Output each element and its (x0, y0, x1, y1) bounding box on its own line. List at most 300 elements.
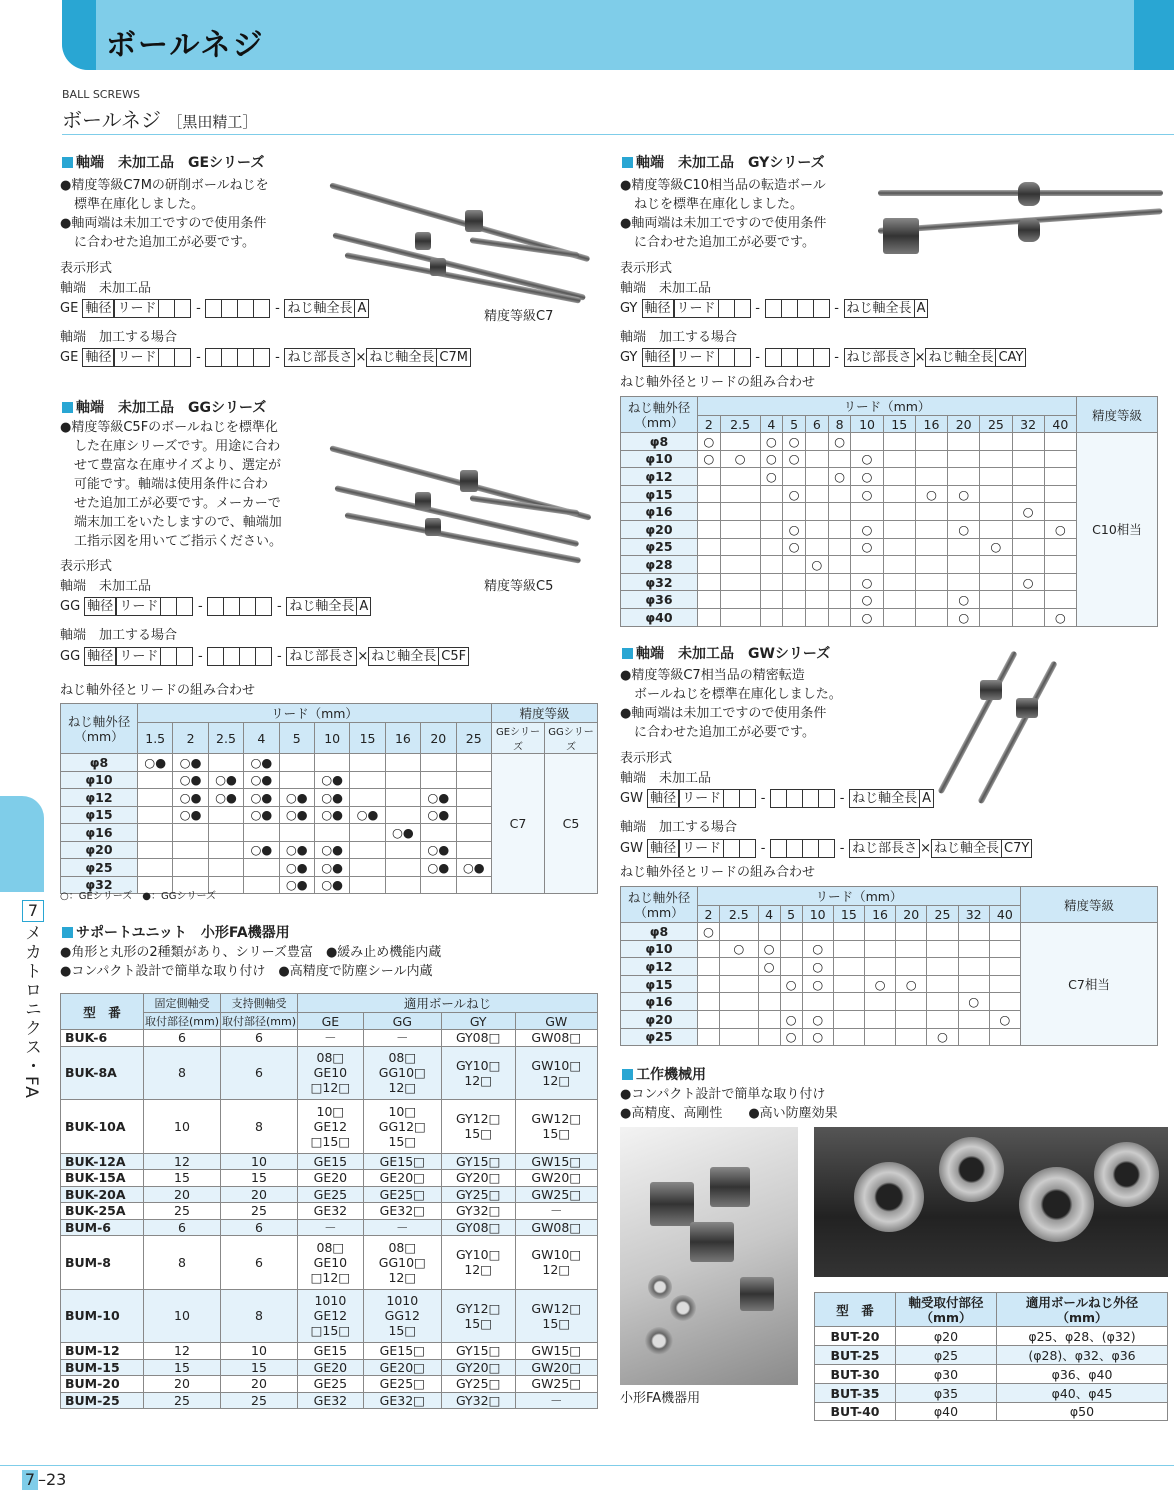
table-cell: φ40、φ45 (997, 1384, 1168, 1403)
table-cell: ○● (244, 841, 279, 859)
table-cell: ○ (783, 433, 806, 451)
table-cell (760, 608, 783, 626)
table-cell (350, 789, 385, 807)
table-cell (883, 485, 915, 503)
table-cell: φ25、φ28、(φ32) (997, 1327, 1168, 1346)
table-cell: 1010 GG12 15□ (363, 1289, 441, 1343)
table-cell (833, 958, 864, 976)
table-cell (758, 1028, 780, 1046)
table-row (61, 1203, 598, 1220)
table-cell (828, 573, 851, 591)
table-cell: ○ (783, 450, 806, 468)
table-cell: 10 (221, 1343, 298, 1360)
table-cell (915, 608, 947, 626)
chapter-tab (0, 796, 44, 892)
machine-desc: ●コンパクト設計で簡単な取り付け ●高精度、高剛性 ●高い防塵効果 (620, 1087, 838, 1121)
chapter-label: メカトロニクス・FA (21, 924, 41, 1100)
table-cell: GW25□ (515, 1376, 597, 1393)
dia-cell: φ8 (61, 754, 138, 772)
table-cell: GY12□ 15□ (441, 1100, 515, 1154)
table-cell (927, 923, 958, 941)
table-cell (833, 993, 864, 1011)
table-cell: 8 (144, 1236, 221, 1290)
table-cell: ○ (851, 520, 883, 538)
table-cell (927, 993, 958, 1011)
table-cell (456, 806, 491, 824)
table-cell (698, 573, 721, 591)
model-cell: BUT-35 (815, 1384, 896, 1403)
table-cell: ○ (896, 975, 927, 993)
model-cell: BUT-20 (815, 1327, 896, 1346)
support-title: サポートユニット 小形FA機器用 (62, 922, 290, 942)
table-cell: GW08□ (515, 1030, 597, 1047)
table-cell (720, 503, 760, 521)
th-grade: 精度等級 (1021, 887, 1158, 923)
table-cell: GW20□ (515, 1359, 597, 1376)
model-cell: BUT-30 (815, 1365, 896, 1384)
table-cell (883, 520, 915, 538)
table-cell: GE32□ (363, 1203, 441, 1220)
table-cell: ○ (780, 1028, 802, 1046)
model-cell: BUK-6 (61, 1030, 144, 1047)
table-cell: ○ (802, 1028, 833, 1046)
model-cell: BUK-10A (61, 1100, 144, 1154)
table-cell (720, 591, 760, 609)
table-cell (385, 789, 420, 807)
lead-header: 15 (883, 416, 915, 433)
table-cell (1044, 556, 1076, 574)
table-cell (456, 824, 491, 842)
table-cell (456, 771, 491, 789)
dia-cell: φ20 (61, 841, 138, 859)
gw-machined-label: 軸端 加工する場合 (620, 820, 738, 835)
table-cell (783, 573, 806, 591)
series-header-ge: GEシリーズ (492, 723, 545, 754)
table-row (61, 1236, 598, 1290)
gw-format-machined: GW 軸径 リード - - ねじ部長さ × ねじ軸全長 C7Y (620, 839, 1032, 858)
table-cell (958, 1010, 989, 1028)
lead-header: 6 (805, 416, 828, 433)
gy-format-unmachined: GY 軸径 リード - - ねじ軸全長 A (620, 299, 928, 318)
gg-fmt-label: 表示形式 (60, 559, 113, 574)
th-model: 型 番 (815, 1293, 896, 1327)
table-cell: ○● (314, 841, 349, 859)
table-cell: ○ (828, 433, 851, 451)
model-cell: BUM-10 (61, 1289, 144, 1343)
table-cell (980, 520, 1012, 538)
table-cell (760, 520, 783, 538)
table-cell (883, 450, 915, 468)
table-cell (828, 520, 851, 538)
table-cell (421, 876, 456, 894)
table-cell: ○ (980, 538, 1012, 556)
model-cell: BUM-12 (61, 1343, 144, 1360)
dia-cell: φ20 (621, 1010, 698, 1028)
table-cell (138, 859, 173, 877)
table-cell: 8 (221, 1100, 298, 1154)
table-cell: ○ (948, 591, 980, 609)
table-cell (720, 993, 759, 1011)
table-cell (385, 754, 420, 772)
table-cell (989, 940, 1020, 958)
machine-support-table (814, 1292, 1168, 1421)
gg-format-machined: GG 軸径 リード - - ねじ部長さ × ねじ軸全長 C5F (60, 647, 469, 666)
dia-cell: φ8 (621, 433, 698, 451)
header-accent-right (1134, 0, 1174, 70)
fa-support-photo (620, 1127, 798, 1385)
table-cell (915, 433, 947, 451)
gw-title: 軸端 未加工品 GWシリーズ (622, 643, 830, 663)
table-cell (698, 975, 720, 993)
table-cell: GY32□ (441, 1392, 515, 1409)
table-cell: GE25□ (363, 1376, 441, 1393)
table-cell (208, 859, 243, 877)
table-cell (720, 556, 760, 574)
table-cell (1012, 520, 1044, 538)
table-cell (948, 468, 980, 486)
table-cell: 25 (144, 1203, 221, 1220)
th-grade: 精度等級 (1077, 397, 1158, 433)
table-cell (698, 485, 721, 503)
table-cell: GW15□ (515, 1343, 597, 1360)
table-cell: ○● (173, 789, 208, 807)
th-lead: リード（mm） (698, 397, 1077, 416)
table-cell (783, 468, 806, 486)
table-cell: ○ (828, 468, 851, 486)
table-cell (350, 771, 385, 789)
table-cell: ○ (720, 940, 759, 958)
lead-header: 4 (758, 906, 780, 923)
model-cell: BUK-25A (61, 1203, 144, 1220)
table-cell: ○ (1012, 503, 1044, 521)
table-cell: ○ (758, 958, 780, 976)
gg-format-unmachined: GG 軸径 リード - - ねじ軸全長 A (60, 597, 371, 616)
table-cell (760, 556, 783, 574)
table-cell (720, 538, 760, 556)
table-cell (948, 450, 980, 468)
table-cell: ○ (948, 485, 980, 503)
series-header: GE (298, 1013, 364, 1030)
table-cell (350, 859, 385, 877)
table-cell: ○● (138, 754, 173, 772)
table-cell (980, 573, 1012, 591)
table-cell (980, 485, 1012, 503)
lead-header: 5 (279, 723, 314, 754)
table-cell (698, 591, 721, 609)
dia-cell: φ25 (61, 859, 138, 877)
table-cell: GY20□ (441, 1170, 515, 1187)
ge-photo-caption: 精度等級C7 (484, 309, 554, 324)
table-cell (208, 841, 243, 859)
lead-header: 10 (314, 723, 349, 754)
table-cell: ○ (1044, 608, 1076, 626)
table-cell (958, 940, 989, 958)
table-cell: 8 (221, 1289, 298, 1343)
lead-header: 20 (421, 723, 456, 754)
th-dia: ねじ軸外径 （mm） (61, 704, 138, 754)
table-cell (828, 450, 851, 468)
lead-header: 25 (456, 723, 491, 754)
table-cell: － (298, 1219, 364, 1236)
table-cell (780, 958, 802, 976)
table-cell: GY25□ (441, 1376, 515, 1393)
table-cell (314, 824, 349, 842)
table-cell (173, 824, 208, 842)
gy-machined-label: 軸端 加工する場合 (620, 330, 738, 345)
dia-cell: φ10 (61, 771, 138, 789)
table-cell: (φ28)、φ32、φ36 (997, 1346, 1168, 1365)
table-cell (385, 771, 420, 789)
table-cell (1012, 556, 1044, 574)
table-cell: 1010 GE12 □15□ (298, 1289, 364, 1343)
table-cell: GY08□ (441, 1030, 515, 1047)
series-header: GW (515, 1013, 597, 1030)
table-cell: ○ (851, 608, 883, 626)
dia-cell: φ36 (621, 591, 698, 609)
table-cell: ○ (760, 450, 783, 468)
table-cell: ○● (314, 789, 349, 807)
table-cell: ○ (780, 1010, 802, 1028)
table-row (61, 1359, 598, 1376)
table-cell (720, 1028, 759, 1046)
gw-photo (920, 640, 1070, 800)
table-cell (980, 433, 1012, 451)
table-cell (1044, 538, 1076, 556)
table-cell: ○ (851, 450, 883, 468)
th-dia: ねじ軸外径 （mm） (621, 397, 698, 433)
table-cell (1044, 485, 1076, 503)
table-cell: ○● (314, 876, 349, 894)
th-support: 支持側軸受 (221, 994, 298, 1013)
table-cell: φ36、φ40 (997, 1365, 1168, 1384)
table-cell (244, 824, 279, 842)
table-cell: φ30 (896, 1365, 997, 1384)
table-cell (758, 923, 780, 941)
gg-desc: ●精度等級C5Fのボールねじを標準化 した在庫シリーズです。用途に合わ せて豊富な在庫サイズより、選定が 可能です。軸端は使用条件に合わ せた追加工が必要です。メーカーで 端末加工をいたしますので、軸端加 工指示図を用いてご指示ください。 (60, 420, 283, 549)
table-cell (173, 841, 208, 859)
gw-format-unmachined: GW 軸径 リード - - ねじ軸全長 A (620, 789, 934, 808)
model-cell: BUT-25 (815, 1346, 896, 1365)
table-cell: ○ (927, 1028, 958, 1046)
table-cell: ○● (314, 859, 349, 877)
gy-unmachined-label: 軸端 未加工品 (620, 281, 712, 296)
gegg-legend: ○：GEシリーズ ●：GGシリーズ (60, 891, 217, 902)
ge-title: 軸端 未加工品 GEシリーズ (62, 152, 264, 172)
table-cell: ○ (802, 1010, 833, 1028)
table-cell (456, 754, 491, 772)
table-cell (883, 433, 915, 451)
table-cell (698, 503, 721, 521)
table-cell (805, 573, 828, 591)
model-cell: BUK-20A (61, 1186, 144, 1203)
table-cell: GW25□ (515, 1186, 597, 1203)
table-cell: 08□ GE10 □12□ (298, 1046, 364, 1100)
table-cell: φ20 (896, 1327, 997, 1346)
table-cell: GE25□ (363, 1186, 441, 1203)
gy-title: 軸端 未加工品 GYシリーズ (622, 152, 825, 172)
table-cell: － (363, 1219, 441, 1236)
lead-header: 15 (350, 723, 385, 754)
table-cell (864, 1010, 895, 1028)
machine-title: 工作機械用 (622, 1064, 706, 1084)
gy-fmt-label: 表示形式 (620, 261, 673, 276)
table-cell: GE32□ (363, 1392, 441, 1409)
table-cell: GE15□ (363, 1343, 441, 1360)
table-cell: ○● (350, 806, 385, 824)
table-cell (864, 993, 895, 1011)
lead-header: 20 (948, 416, 980, 433)
table-cell: ○● (314, 806, 349, 824)
ge-unmachined-label: 軸端 未加工品 (60, 281, 152, 296)
th-applicable: 適用ボールねじ (298, 994, 598, 1013)
table-cell (896, 923, 927, 941)
gy-lead-table (620, 396, 1158, 627)
table-cell (698, 1010, 720, 1028)
table-cell (720, 975, 759, 993)
model-cell: BUM-15 (61, 1359, 144, 1376)
model-cell: BUM-8 (61, 1236, 144, 1290)
table-cell (948, 573, 980, 591)
table-cell: ○ (948, 520, 980, 538)
table-cell (980, 450, 1012, 468)
table-cell (698, 520, 721, 538)
grade-cell: C7相当 (1021, 923, 1158, 1046)
gw-lead-table (620, 886, 1158, 1046)
table-row (61, 1343, 598, 1360)
table-cell: 6 (144, 1030, 221, 1047)
series-header-gg: GGシリーズ (545, 723, 598, 754)
table-cell (698, 468, 721, 486)
table-cell (780, 940, 802, 958)
table-cell (883, 556, 915, 574)
table-cell (720, 520, 760, 538)
table-cell: ○● (279, 841, 314, 859)
table-cell: ○● (208, 771, 243, 789)
th-fixed: 固定側軸受 (144, 994, 221, 1013)
table-cell (915, 538, 947, 556)
table-cell: － (363, 1030, 441, 1047)
table-cell (1044, 468, 1076, 486)
ge-fmt-label: 表示形式 (60, 261, 113, 276)
table-cell (279, 754, 314, 772)
table-cell (1044, 450, 1076, 468)
model-cell: BUM-25 (61, 1392, 144, 1409)
table-row (61, 1100, 598, 1154)
table-cell (833, 940, 864, 958)
table-cell: 6 (221, 1236, 298, 1290)
dia-cell: φ12 (621, 468, 698, 486)
lead-header: 2 (698, 416, 721, 433)
table-cell: 20 (144, 1186, 221, 1203)
lead-header: 40 (989, 906, 1020, 923)
th-grade: 精度等級 (492, 704, 598, 723)
footer-rule (0, 1465, 1174, 1466)
table-cell: ○● (385, 824, 420, 842)
table-cell: φ50 (997, 1403, 1168, 1421)
lead-header: 5 (783, 416, 806, 433)
lead-header: 2.5 (720, 416, 760, 433)
table-cell (1012, 468, 1044, 486)
dia-cell: φ15 (621, 975, 698, 993)
table-cell (958, 923, 989, 941)
table-cell: GE25 (298, 1376, 364, 1393)
table-cell (802, 923, 833, 941)
table-row (621, 923, 1158, 941)
table-cell (138, 806, 173, 824)
table-cell (244, 859, 279, 877)
table-cell (760, 538, 783, 556)
table-cell: ○● (421, 859, 456, 877)
table-cell: ○● (244, 771, 279, 789)
table-cell (828, 503, 851, 521)
gg-machined-label: 軸端 加工する場合 (60, 628, 178, 643)
table-cell (833, 975, 864, 993)
table-cell (828, 608, 851, 626)
table-cell: GE15 (298, 1153, 364, 1170)
table-cell (883, 608, 915, 626)
table-cell: 25 (221, 1203, 298, 1220)
lead-header: 2.5 (720, 906, 759, 923)
table-cell (698, 538, 721, 556)
table-cell (915, 450, 947, 468)
table-cell: GE15□ (363, 1153, 441, 1170)
table-cell: GE15 (298, 1343, 364, 1360)
table-cell (896, 940, 927, 958)
table-cell: ○ (948, 608, 980, 626)
support-desc: ●角形と丸形の2種類があり、シリーズ豊富 ●緩み止め機能内蔵 ●コンパクト設計で簡単な取り付け ●高精度で防塵シール内蔵 (60, 945, 442, 979)
table-cell (915, 591, 947, 609)
dia-cell: φ25 (621, 538, 698, 556)
gegg-combo-title: ねじ軸外径とリードの組み合わせ (60, 683, 256, 698)
dia-cell: φ25 (621, 1028, 698, 1046)
table-cell: ○● (279, 876, 314, 894)
table-cell (883, 538, 915, 556)
gg-photo-caption: 精度等級C5 (484, 579, 554, 594)
th-lead: リード（mm） (698, 887, 1021, 906)
table-row (61, 1153, 598, 1170)
table-cell (948, 433, 980, 451)
table-cell (456, 876, 491, 894)
table-cell (851, 556, 883, 574)
dia-cell: φ32 (621, 573, 698, 591)
table-cell (883, 503, 915, 521)
gg-title: 軸端 未加工品 GGシリーズ (62, 397, 266, 417)
series-header: GG (363, 1013, 441, 1030)
table-cell (927, 1010, 958, 1028)
table-cell (720, 958, 759, 976)
table-cell (1044, 433, 1076, 451)
gegg-lead-table (60, 703, 598, 894)
table-cell: GW15□ (515, 1153, 597, 1170)
model-cell: BUK-8A (61, 1046, 144, 1100)
table-row (61, 1186, 598, 1203)
table-cell (805, 468, 828, 486)
lead-header: 16 (864, 906, 895, 923)
table-cell (805, 450, 828, 468)
table-cell (698, 1028, 720, 1046)
table-cell: 12 (144, 1153, 221, 1170)
subtitle-en: BALL SCREWS (62, 88, 140, 101)
table-cell: ○ (802, 940, 833, 958)
table-cell (1044, 591, 1076, 609)
table-cell (896, 993, 927, 1011)
table-cell (1012, 485, 1044, 503)
table-cell: ○ (851, 485, 883, 503)
table-cell: ○● (421, 789, 456, 807)
dia-cell: φ15 (621, 485, 698, 503)
table-cell (915, 520, 947, 538)
table-cell: 20 (221, 1376, 298, 1393)
